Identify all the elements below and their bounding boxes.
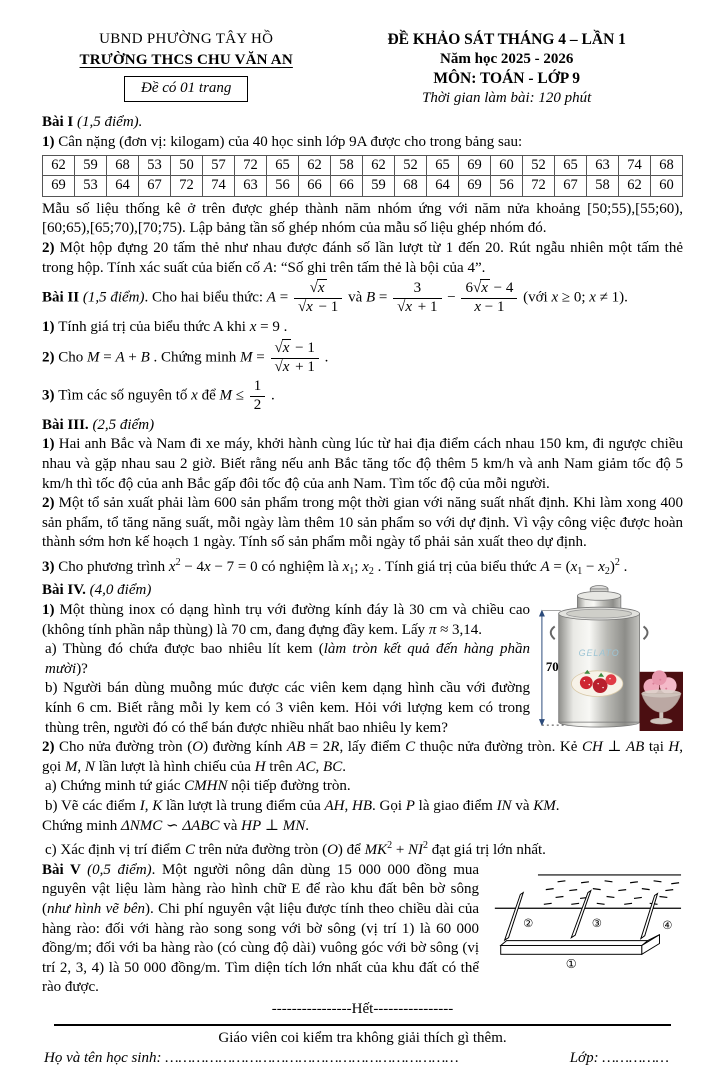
table-cell: 66 (299, 176, 331, 197)
fence-3-label: ③ (591, 916, 602, 930)
text-run: + (392, 842, 409, 859)
text-run: C (184, 842, 195, 859)
text-run: R (330, 739, 340, 756)
text-run: )? (76, 660, 88, 677)
math-fraction (248, 378, 268, 414)
text-run: x (405, 299, 413, 316)
text-run: (1,5 điểm). (77, 114, 143, 131)
text-run: = (252, 349, 269, 366)
text-run: Cân nặng (đơn vị: kilogam) của 40 học sinh lớp 9A được cho trong bảng sau: (58, 133, 523, 150)
table-cell: 60 (491, 155, 523, 176)
text-run: đạt giá trị lớn nhất. (428, 842, 546, 859)
table-cell: 63 (235, 176, 267, 197)
text-run: B (365, 289, 376, 306)
text-run: ; (354, 558, 363, 575)
text-run: , (315, 758, 324, 775)
table-cell: 72 (171, 176, 203, 197)
text-run: ≥ 0; (558, 289, 590, 306)
text-run: + 1 (291, 358, 315, 375)
text-run: − (443, 289, 460, 306)
text-run: I (139, 798, 145, 814)
text-run: Chứng minh (42, 817, 121, 834)
document-header (42, 30, 683, 108)
text-run: ⊥ (602, 739, 626, 756)
text-run: (0,5 điểm) (87, 861, 152, 878)
text-run: − 1 (481, 299, 505, 316)
text-run: x (204, 558, 211, 575)
text-run: NI (408, 842, 424, 859)
text-run: H (668, 739, 680, 756)
text-run: = (99, 349, 116, 366)
text-run: 2 (368, 565, 374, 577)
text-run: và (511, 798, 534, 814)
radical-sign: √ (472, 280, 481, 297)
text-run: x (282, 358, 290, 375)
text-run: (với (519, 289, 552, 306)
bai1-q2 (42, 239, 683, 278)
text-run: là giao điểm (414, 798, 497, 814)
text-run: 2 (175, 556, 181, 568)
text-run: = 9 . (256, 319, 288, 336)
text-run: 1) (42, 602, 60, 619)
text-run: 1) (42, 436, 59, 453)
text-run: x (474, 299, 481, 316)
text-run: trên (265, 758, 297, 775)
bai5-section (42, 861, 683, 998)
header-right (330, 30, 683, 108)
text-run: . (267, 387, 275, 404)
text-run: Cho (58, 349, 88, 366)
table-cell: 58 (587, 176, 619, 197)
text-run: làm tròn kết quả đến hàng phần mười (45, 641, 530, 677)
table-row (43, 155, 683, 176)
text-run: H (254, 758, 266, 775)
table-cell: 57 (203, 155, 235, 176)
radical-sign: √ (274, 339, 282, 356)
text-run: 3) (42, 558, 59, 575)
table-cell: 64 (427, 176, 459, 197)
text-run: MK (364, 842, 388, 859)
text-run: BC (323, 758, 343, 775)
text-run: x (342, 558, 350, 575)
text-run: Cho nửa đường tròn ( (59, 739, 193, 756)
text-run: a) Thùng đó chứa được bao nhiêu lít kem ( (45, 641, 324, 658)
table-cell: 60 (651, 176, 683, 197)
org-name: UBND PHƯỜNG TÂY HỒ (99, 31, 274, 47)
table-cell: 67 (555, 176, 587, 197)
text-run: ) đường kính (203, 739, 287, 756)
text-run: . Gọi (371, 798, 406, 814)
text-run: M (64, 758, 78, 775)
text-run: = (375, 289, 392, 306)
het-line: ----------------Hết---------------- (271, 1000, 454, 1017)
text-run: . Một người nông dân dùng 15 000 000 đồng mua nguyên vật liệu làm hàng rào hình chữ E để rào khu đất bên bờ sông ( (42, 861, 480, 917)
teacher-note: Giáo viên coi kiểm tra không giải thích gì thêm. (218, 1029, 507, 1046)
table-cell: 52 (395, 155, 427, 176)
table-cell: 68 (651, 155, 683, 176)
text-run: Bài II (42, 289, 83, 306)
school-name: TRƯỜNG THCS CHU VĂN AN (79, 51, 293, 68)
table-cell: 56 (491, 176, 523, 197)
table-cell: 62 (619, 176, 651, 197)
text-run: A (540, 558, 550, 575)
exam-title: ĐỀ KHẢO SÁT THÁNG 4 – LẦN 1 (387, 31, 626, 48)
text-run: ΔNMC ∽ ΔABC (120, 817, 220, 834)
text-run: 2) (42, 349, 59, 366)
text-run: = (275, 289, 292, 306)
text-run: Hai anh Bắc và Nam đi xe máy, khởi hành cùng lúc từ hai địa điểm cách nhau 150 km, đi ngược chiều nhau và gặp nhau sau 2 giờ. Biết rằng nếu anh Bắc tăng tốc độ thêm 5 km/h và anh Nam giảm tốc độ 5 km/h thì tốc độ của anh Bắc gấp đôi tốc độ của anh Nam. Tìm tốc độ của mỗi người. (42, 436, 684, 492)
table-cell: 53 (75, 176, 107, 197)
radical-sign: √ (297, 299, 306, 316)
text-run: B (140, 349, 150, 366)
ice-cream-bowl-image (640, 671, 683, 732)
text-run: như hình vẽ bên (47, 900, 146, 917)
text-run: ) để (337, 842, 365, 859)
text-run: lần lượt là trung điểm của (162, 798, 325, 814)
text-run: 2) (42, 495, 59, 512)
text-run: 2 (423, 840, 429, 852)
text-run: và (344, 289, 366, 306)
text-run: = 2 (305, 739, 331, 756)
text-run: (2,5 điểm) (92, 416, 155, 433)
table-cell: 52 (523, 155, 555, 176)
table-cell: 58 (331, 155, 363, 176)
text-run: x (598, 558, 605, 575)
table-cell: 65 (555, 155, 587, 176)
bai4-q2b2 (42, 817, 683, 837)
text-run: , lấy điểm (339, 739, 406, 756)
text-run: ) (609, 558, 615, 575)
text-run: x (282, 339, 290, 356)
bai1-q1 (42, 133, 683, 153)
student-name-blank: Họ và tên học sinh: ………………………………………………………… (44, 1050, 459, 1067)
text-run: ). Chi phí nguyên vật liệu được tính theo chiều dài của hàng rào: đối với hàng rào song song với bờ sông (vị trí 1) là 60 000 đồng/m; đối với ba hàng rào (có cùng độ dài) vuông góc với bờ sông (vị trí 2, 3, 4) là 50 000 đồng/m. Tìm diện tích lớn nhất của khu đất có thể rào được. (42, 900, 479, 996)
text-run: . Tính giá trị của biểu thức (373, 558, 541, 575)
text-run: ⊥ (261, 817, 283, 834)
text-run: Một tổ sản xuất phải làm 600 sản phẩm trong một thời gian với năng suất nhất định. Khi làm xong 400 sản phẩm, tổ tăng năng suất, mỗi ngày làm thêm 10 sản phẩm so với dự định. Vì vậy công việc được hoàn thành sớm hơn kế hoạch 1 ngày. Tính số sản phẩm mỗi ngày tổ phải sản xuất theo dự định. (42, 495, 683, 551)
bai4-q2b (42, 797, 683, 817)
table-cell: 67 (139, 176, 171, 197)
text-run: nội tiếp đường tròn. (227, 778, 351, 795)
text-run: , (144, 798, 153, 814)
weight-data-table (42, 155, 683, 197)
text-run: x (481, 280, 488, 297)
text-run: Cho phương trình (58, 558, 169, 575)
text-run: 2) (42, 239, 60, 256)
math-sqrt (310, 279, 327, 296)
text-run: 3) (42, 387, 59, 404)
bai4-q2c (42, 836, 683, 861)
math-fraction (391, 280, 443, 316)
signature-line (42, 1049, 683, 1069)
table-cell: 64 (107, 176, 139, 197)
table-cell: 69 (459, 155, 491, 176)
text-run: 1 (349, 565, 355, 577)
table-cell: 59 (363, 176, 395, 197)
text-run: A (115, 349, 125, 366)
math-sqrt (275, 339, 292, 356)
text-run: . Chứng minh (149, 349, 241, 366)
table-cell: 74 (619, 155, 651, 176)
bai4-q2 (42, 738, 683, 777)
table-cell: 72 (235, 155, 267, 176)
text-run: x (306, 299, 313, 316)
text-run: Một hộp đựng 20 tấm thẻ như nhau được đánh số lần lượt từ 1 đến 20. Rút ngẫu nhiên một tấm thẻ trong hộp. Tính xác suất của biến cố (42, 239, 683, 276)
text-run: M (87, 349, 100, 366)
table-cell: 56 (267, 176, 299, 197)
text-run: ≈ 3,14. (436, 621, 483, 638)
text-run: CH (581, 739, 603, 756)
bai1-heading (42, 113, 683, 133)
text-run: x (362, 558, 369, 575)
text-run: x (191, 387, 198, 404)
text-run: K (152, 798, 163, 814)
radical-sign: √ (309, 280, 317, 297)
text-run: Tìm các số nguyên tố (58, 387, 192, 404)
inox-container-illustration (535, 581, 683, 733)
text-run: x (570, 558, 578, 575)
text-run: 6 (465, 280, 473, 297)
text-run: . (555, 798, 560, 814)
table-cell: 69 (459, 176, 491, 197)
text-run: . (320, 349, 329, 366)
bai4-q2a (42, 777, 683, 797)
text-run: Bài III. (42, 416, 93, 433)
text-run: − 4 (489, 280, 514, 297)
table-cell: 62 (363, 155, 395, 176)
text-run: MN (282, 817, 306, 834)
text-run: . Cho hai biểu thức: (144, 289, 267, 306)
bai3-q2 (42, 494, 683, 553)
text-run: 3 (413, 280, 422, 297)
text-run: để (197, 387, 220, 404)
table-cell: 50 (171, 155, 203, 176)
text-run: O (192, 739, 204, 756)
text-run: thuộc nửa đường tròn. Kẻ (415, 739, 582, 756)
table-cell: 68 (395, 176, 427, 197)
text-run: KM (533, 798, 556, 814)
math-sqrt (275, 358, 292, 375)
bai3-heading (42, 416, 683, 436)
text-run: N (84, 758, 95, 775)
text-run: + 1 (414, 299, 438, 316)
text-run: (4,0 điểm) (89, 582, 152, 599)
bai4-section (42, 581, 683, 860)
text-run: AB (286, 739, 306, 756)
bai3-q1 (42, 435, 683, 494)
table-cell: 62 (299, 155, 331, 176)
text-run: 1) (42, 319, 59, 336)
table-cell: 66 (331, 176, 363, 197)
bai2-q2 (42, 340, 683, 376)
fence-1-label: ① (565, 956, 577, 971)
text-run: − 1 (314, 299, 339, 316)
text-run: x (589, 289, 596, 306)
table-cell: 72 (523, 176, 555, 197)
fence-2-label: ② (523, 916, 534, 930)
text-run: O (327, 842, 338, 859)
text-run: ≠ 1). (595, 289, 628, 306)
table-cell: 53 (139, 155, 171, 176)
text-run: ≤ (231, 387, 248, 404)
text-run: . (342, 758, 346, 775)
text-run: 2 (253, 396, 262, 413)
text-run: tại (644, 739, 669, 756)
text-run: (1,5 điểm) (82, 289, 145, 306)
class-blank: Lớp: …………… (569, 1050, 669, 1067)
bai3-q3 (42, 553, 683, 582)
table-cell: 62 (43, 155, 75, 176)
text-run: Bài V (42, 861, 88, 878)
text-run: a) Chứng minh tứ giác (45, 778, 185, 795)
text-run: x (249, 319, 257, 336)
fence-diagram (487, 867, 683, 973)
text-run: c) Xác định vị trí điểm (45, 842, 185, 859)
text-run: 2 (387, 840, 393, 852)
table-cell: 65 (427, 155, 459, 176)
text-run: , (344, 798, 352, 814)
fence-bar-1 (501, 934, 660, 954)
text-run: IN (496, 798, 512, 814)
text-run: b) Vẽ các điểm (45, 798, 140, 814)
text-run: 2 (614, 556, 620, 568)
text-run: AH (324, 798, 345, 814)
text-run: C (405, 739, 416, 756)
text-run: P (405, 798, 415, 814)
text-run: x (168, 558, 176, 575)
text-run: AB (626, 739, 645, 756)
table-cell: 68 (107, 155, 139, 176)
text-run: π (428, 621, 437, 638)
text-run: , (77, 758, 85, 775)
table-cell: 69 (43, 176, 75, 197)
text-run: x (551, 289, 559, 306)
text-run: : “Số ghi trên tấm thẻ là bội của 4”. (272, 259, 486, 276)
text-run: . (305, 817, 310, 834)
text-run: CMHN (184, 778, 228, 795)
text-run: Tính giá trị của biểu thức A khi (58, 319, 250, 336)
text-run: và (219, 817, 242, 834)
text-run: AC (296, 758, 316, 775)
water-dashes (544, 881, 679, 905)
bai1-note (42, 200, 683, 239)
math-sqrt (298, 298, 315, 315)
text-run: 2) (42, 739, 60, 756)
text-run: − 7 = 0 có nghiệm là (210, 558, 343, 575)
text-run: , gọi (42, 739, 683, 775)
text-run: 2 (604, 565, 610, 577)
fence-figure (487, 867, 683, 973)
text-run: . (619, 558, 628, 575)
fence-4-label: ④ (662, 918, 673, 932)
table-cell: 74 (203, 176, 235, 197)
text-run: M (219, 387, 232, 404)
separator-line (54, 1024, 671, 1026)
cylinder-figure (535, 581, 683, 733)
header-left (42, 30, 330, 108)
text-run: A (263, 259, 273, 276)
subject-line: MÔN: TOÁN - LỚP 9 (433, 70, 581, 88)
text-run: trên nửa đường tròn ( (194, 842, 328, 859)
text-run: HB (351, 798, 372, 814)
text-run: Bài IV. (42, 582, 90, 599)
text-run: b) Người bán dùng muỗng múc được các viên kem dạng hình cầu với đường kính 6 cm. Biết rằng mỗi ly kem có 3 viên kem. Hỏi với lượng kem có trong thùng trên, người đó có thể bán được nhiều nhất bao nhiêu ly kem? (45, 680, 530, 736)
math-fraction (269, 340, 321, 376)
math-sqrt (397, 298, 414, 315)
bai2-heading (42, 280, 683, 316)
table-row (43, 176, 683, 197)
text-run: = ( (549, 558, 571, 575)
table-cell: 63 (587, 155, 619, 176)
text-run: Mẫu số liệu thống kê ở trên được ghép thành năm nhóm ứng với năm nửa khoảng [50;55),[55;60), [60;65),[65;70),[70;75). Lập bảng tần số ghép nhóm của mẫu số liệu ghép nhóm đó. (42, 200, 683, 237)
dimension-70-label: 70 (545, 660, 559, 675)
math-fraction (459, 280, 519, 316)
radical-sign: √ (397, 299, 405, 316)
table-cell: 59 (75, 155, 107, 176)
school-year: Năm học 2025 - 2026 (440, 50, 574, 67)
table-cell: 65 (267, 155, 299, 176)
text-run: lần lượt là hình chiếu của (94, 758, 255, 775)
text-run: − (582, 558, 599, 575)
text-run: + (124, 349, 141, 366)
math-sqrt (473, 279, 490, 296)
bai2-q3 (42, 378, 683, 414)
text-run: M (240, 349, 253, 366)
page-count-box: Đề có 01 trang (124, 76, 248, 102)
math-fraction (292, 280, 344, 316)
text-run: 1 (253, 377, 262, 394)
text-run: 1) (42, 133, 59, 150)
text-run: A (266, 289, 276, 306)
text-run: − 4 (180, 558, 205, 575)
text-run: 1 (577, 565, 583, 577)
text-run: HP (241, 817, 262, 834)
gelato-brand-label: GELATO (578, 648, 620, 659)
duration-line: Thời gian làm bài: 120 phút (422, 89, 592, 106)
radical-sign: √ (274, 358, 282, 375)
bai2-q1 (42, 318, 683, 338)
text-run: Một thùng inox có dạng hình trụ với đường kính đáy là 30 cm và chiều cao (không tính phần nắp thùng) là 70 cm, đang đựng đầy kem. Lấy (42, 602, 530, 638)
text-run: Bài I (42, 114, 78, 131)
text-run: − 1 (291, 339, 315, 356)
text-run: x (317, 280, 325, 297)
